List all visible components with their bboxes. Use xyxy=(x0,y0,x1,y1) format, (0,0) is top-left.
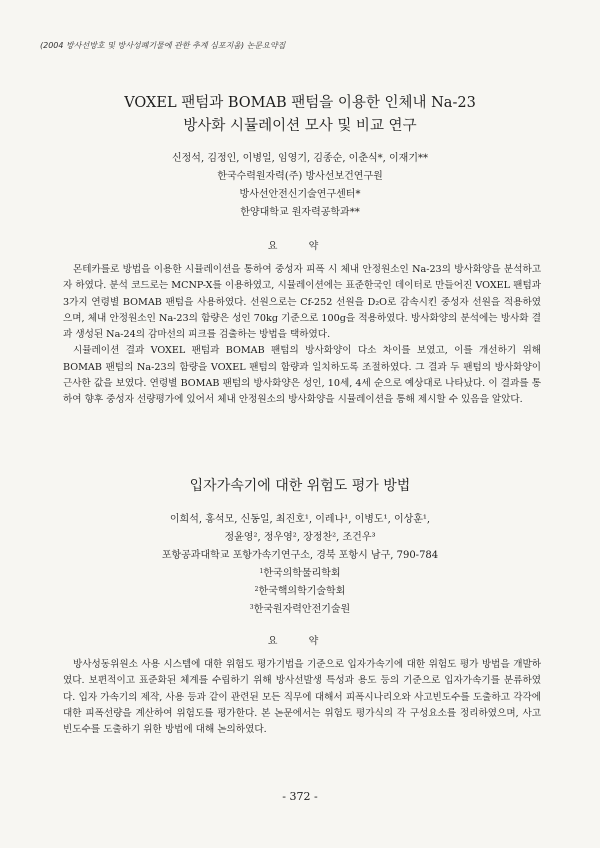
paper2-abstract-heading: 요 약 xyxy=(267,636,333,647)
paper1-affiliation-2: 방사선안전신기술연구센터* xyxy=(239,189,361,200)
affil-marker-3: 3 xyxy=(249,604,254,611)
proceedings-header: (2004 방사선방호 및 방사성폐기물에 관한 추계 심포지움) 논문요약집 xyxy=(40,41,286,50)
paper2-affiliation-3: $^3$한국원자력안전기술원 xyxy=(249,604,351,615)
paper2-affiliation-2: $^2$한국핵의학기술학회 xyxy=(254,586,346,597)
paper1-abstract-paragraph-2: 시뮬레이션 결과 VOXEL 팬텀과 BOMAB 팬텀의 방사화양이 다소 차이를 보였고, 이를 개선하기 위해 BOMAB 팬텀의 Na-23의 함량을 VOXEL 팬텀의 함량과 일치하도록 조절하였다. 그 결과 두 팬텀의 방사화양이 근사한 값을 보였다. 연령별 BOMAB 팬텀의 방사화양은 성인, 10세, 4세 순으로 예상대로 나타났다. 이 결과를 통하여 향후 중성자 선량평가에 있어서 체내 안정원소의 방사화양을 시뮬레이션을 통해 제시할 수 있음을 알았다. xyxy=(63,345,541,406)
page-number: - 372 - xyxy=(282,790,318,803)
paper2-authors-line1: 이희석, 홍석모, 신동일, 최진호¹, 이레나¹, 이병도¹, 이상훈¹, xyxy=(169,514,431,525)
paper2-abstract xyxy=(63,657,541,738)
paper1-affiliation-3: 한양대학교 원자력공학과** xyxy=(240,207,360,218)
paper1-abstract-heading: 요 약 xyxy=(267,241,333,252)
paper1-authors: 신정석, 김정인, 이병일, 임영기, 김종순, 이춘식*, 이재기** xyxy=(171,153,428,164)
paper1-abstract xyxy=(63,262,541,409)
paper2-title: 입자가속기에 대한 위험도 평가 방법 xyxy=(189,478,411,494)
paper2-abstract-paragraph: 방사성동위원소 사용 시스템에 대한 위험도 평가기법을 기준으로 입자가속기에 대한 위험도 평가 방법을 개발하였다. 보편적이고 표준화된 체계를 수립하기 위해 방사선발생 특성과 용도 등의 기준으로 입자가속기를 분류하였다. 입자 가속기의 제작, 사용 등과 같이 관련된 모든 직무에 대해서 피폭시나리오와 사고빈도수를 도출하고 각각에 대한 피폭선량을 계산하여 위험도를 평가한다. 본 논문에서는 위험도 평가식의 각 구성요소를 정리하였으며, 사고빈도수를 도출하기 위한 방법에 대해 논의하였다. xyxy=(63,659,541,736)
affil-marker-2: 2 xyxy=(254,586,259,593)
paper1-abstract-paragraph-1: 몬테카를로 방법을 이용한 시뮬레이션을 통하여 중성자 피폭 시 체내 안정원소인 Na-23의 방사화양을 분석하고자 하였다. 분석 코드로는 MCNP-X를 이용하였고, 시뮬레이션에는 표준한국인 데이터로 만들어진 VOXEL 팬텀과 3가지 연령별 BOMAB 팬텀을 사용하였다. 선원으로는 Cf-252 선원을 D₂O로 감속시킨 중성자 선원을 적용하였으며, 체내 안정원소인 Na-23의 함량은 성인 70kg 기준으로 100g을 적용하였다. 방사화양의 분석에는 방사화 결과 생성된 Na-24의 감마선의 피크를 검출하는 방법을 택하였다. xyxy=(63,264,541,341)
affil-marker-1: 1 xyxy=(259,568,264,575)
paper2-affiliation-1: $^1$한국의학물리학회 xyxy=(259,568,341,579)
paper1-affiliation-1: 한국수력원자력(주) 방사선보건연구원 xyxy=(217,171,383,182)
paper1-title-line1: VOXEL 팬텀과 BOMAB 팬텀을 이용한 인체내 Na-23 xyxy=(124,95,476,111)
paper2-authors-line2: 정윤영², 정우영², 장정찬², 조건우³ xyxy=(224,532,376,543)
paper2-affiliation-main: 포항공과대학교 포항가속기연구소, 경북 포항시 남구, 790-784 xyxy=(161,550,439,561)
paper1-title-line2: 방사화 시뮬레이션 모사 및 비교 연구 xyxy=(183,118,417,134)
